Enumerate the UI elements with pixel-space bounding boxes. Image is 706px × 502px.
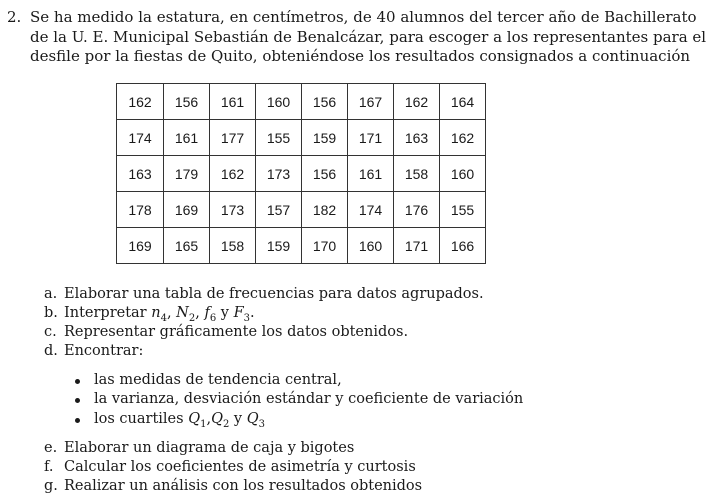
table-cell: 162 — [440, 120, 486, 156]
table-cell: 174 — [117, 120, 164, 156]
table-cell: 178 — [117, 192, 164, 228]
task-text: Elaborar una tabla de frecuencias para datos agrupados. — [64, 286, 484, 302]
table-cell: 163 — [117, 156, 164, 192]
statement-line-1: Se ha medido la estatura, en centímetros, de 40 alumnos del tercer año de Bachillerato — [30, 8, 697, 26]
task-label: e. — [44, 440, 58, 456]
table-cell: 176 — [394, 192, 440, 228]
table-cell: 162 — [117, 84, 164, 120]
bullet-icon — [75, 418, 80, 423]
heights-table — [116, 83, 486, 264]
task-label: c. — [44, 324, 57, 340]
table-cell: 162 — [210, 156, 256, 192]
bullet-icon — [75, 379, 80, 384]
table-cell: 156 — [302, 156, 348, 192]
table-cell: 161 — [210, 84, 256, 120]
table-cell: 160 — [348, 228, 394, 264]
table-cell: 158 — [394, 156, 440, 192]
table-cell: 159 — [256, 228, 302, 264]
table-cell: 169 — [164, 192, 210, 228]
bullet-text: la varianza, desviación estándar y coeficiente de variación — [94, 391, 524, 407]
table-row — [117, 228, 486, 264]
task-text: Elaborar un diagrama de caja y bigotes — [64, 440, 355, 456]
bullet-icon — [75, 398, 80, 403]
statement-line-2: de la U. E. Municipal Sebastián de Benalcázar, para escoger a los representantes para el — [30, 27, 706, 46]
table-row — [117, 192, 486, 228]
table-cell: 165 — [164, 228, 210, 264]
table-cell: 166 — [440, 228, 486, 264]
table-cell: 167 — [348, 84, 394, 120]
table-cell: 171 — [394, 228, 440, 264]
table-row — [117, 120, 486, 156]
table-cell: 162 — [394, 84, 440, 120]
table-cell: 156 — [164, 84, 210, 120]
task-label: b. — [44, 305, 58, 321]
task-label: a. — [44, 286, 58, 302]
table-cell: 182 — [302, 192, 348, 228]
table-cell: 155 — [440, 192, 486, 228]
task-text: Calcular los coeficientes de asimetría y curtosis — [64, 459, 416, 475]
task-text: Representar gráficamente los datos obtenidos. — [64, 324, 409, 340]
table-cell: 170 — [302, 228, 348, 264]
table-cell: 155 — [256, 120, 302, 156]
problem-number: 2. — [7, 8, 22, 26]
table-cell: 163 — [394, 120, 440, 156]
task-label: d. — [44, 343, 58, 359]
table-cell: 157 — [256, 192, 302, 228]
task-text: Interpretar $n_4$, $N_2$, $f_6$ y $F_3$. — [64, 305, 255, 324]
table-cell: 164 — [440, 84, 486, 120]
task-text: Realizar un análisis con los resultados obtenidos — [64, 478, 423, 494]
statement-line-3: desfile por la fiestas de Quito, obteniéndose los resultados consignados a continuación — [30, 47, 691, 65]
task-label: f. — [44, 459, 54, 475]
problem-text — [30, 8, 706, 67]
table-cell: 174 — [348, 192, 394, 228]
table-cell: 179 — [164, 156, 210, 192]
table-row — [117, 156, 486, 192]
table-cell: 161 — [348, 156, 394, 192]
table-cell: 171 — [348, 120, 394, 156]
table-row — [117, 84, 486, 120]
bullet-text: los cuartiles $Q_1,Q_2$ y $Q_3$ — [94, 411, 266, 430]
table-cell: 169 — [117, 228, 164, 264]
table-cell: 173 — [210, 192, 256, 228]
table-cell: 158 — [210, 228, 256, 264]
table-cell: 160 — [256, 84, 302, 120]
table-cell: 156 — [302, 84, 348, 120]
table-cell: 173 — [256, 156, 302, 192]
table-cell: 161 — [164, 120, 210, 156]
task-label: g. — [44, 478, 58, 494]
table-cell: 159 — [302, 120, 348, 156]
bullet-text: las medidas de tendencia central, — [94, 372, 342, 388]
table-cell: 177 — [210, 120, 256, 156]
task-text: Encontrar: — [64, 343, 144, 359]
table-cell: 160 — [440, 156, 486, 192]
